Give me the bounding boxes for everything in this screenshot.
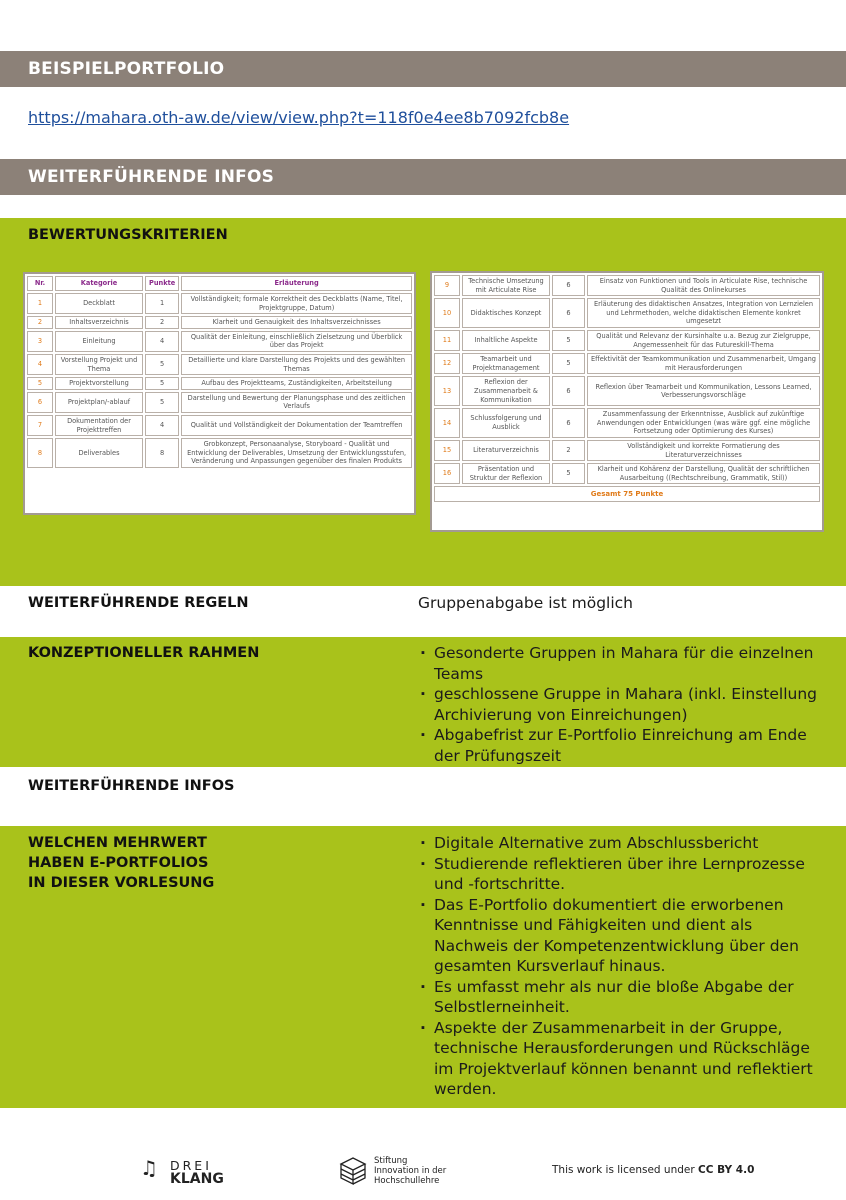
- license-text: This work is licensed under CC BY 4.0: [552, 1164, 755, 1176]
- column-header: Nr.: [27, 276, 53, 291]
- table-cell-punkte: 5: [145, 392, 179, 413]
- table-cell-nr: 13: [434, 376, 460, 406]
- table-cell-text: Vollständigkeit und korrekte Formatierung des Literaturverzeichnisses: [587, 440, 820, 461]
- table-cell-text: Darstellung und Bewertung der Planungsphase und des zeitlichen Verlaufs: [181, 392, 412, 413]
- table-cell-kategorie: Reflexion der Zusammenarbeit & Kommunikation: [462, 376, 550, 406]
- framework-label: KONZEPTIONELLER RAHMEN: [28, 645, 260, 661]
- list-item: · Es umfasst mehr als nur die bloße Abgabe der Selbstlerneinheit.: [418, 977, 828, 1018]
- table-cell-punkte: 5: [552, 330, 585, 351]
- table-cell-punkte: 5: [145, 354, 179, 375]
- column-header: Kategorie: [55, 276, 143, 291]
- table-cell-kategorie: Teamarbeit und Projektmanagement: [462, 353, 550, 374]
- table-cell-kategorie: Deckblatt: [55, 293, 143, 314]
- table-cell-kategorie: Inhaltliche Aspekte: [462, 330, 550, 351]
- table-cell-punkte: 4: [145, 331, 179, 352]
- criteria-table-left: [23, 272, 416, 515]
- table-cell-punkte: 6: [552, 298, 585, 328]
- list-item: · Gesonderte Gruppen in Mahara für die einzelnen Teams: [418, 643, 828, 684]
- table-cell-text: Klarheit und Kohärenz der Darstellung, Qualität der schriftlichen Ausarbeitung ((Rechtschreibung, Grammatik, Stil)): [587, 463, 820, 484]
- list-item: · Das E-Portfolio dokumentiert die erworbenen Kenntnisse und Fähigkeiten und dient als Nachweis der Kompetenzentwicklung über den gesamten Kursverlauf hinaus.: [418, 895, 828, 977]
- table-cell-nr: 2: [27, 316, 53, 329]
- table-cell-text: Qualität und Vollständigkeit der Dokumentation der Teamtreffen: [181, 415, 412, 436]
- table-cell-nr: 16: [434, 463, 460, 484]
- table-cell-kategorie: Einleitung: [55, 331, 143, 352]
- table-row: [434, 275, 820, 296]
- table-cell-kategorie: Dokumentation der Projekttreffen: [55, 415, 143, 436]
- table-cell-text: Klarheit und Genauigkeit des Inhaltsverzeichnisses: [181, 316, 412, 329]
- table-row: [434, 353, 820, 374]
- table-cell-nr: 12: [434, 353, 460, 374]
- table-row: [27, 438, 412, 468]
- table-cell-text: Effektivität der Teamkommunikation und Zusammenarbeit, Umgang mit Herausforderungen: [587, 353, 820, 374]
- table-row: [434, 298, 820, 328]
- list-item: · Aspekte der Zusammenarbeit in der Gruppe, technische Herausforderungen und Rückschläge im Projektverlauf können benannt und reflektiert werden.: [418, 1018, 828, 1100]
- table-cell-nr: 9: [434, 275, 460, 296]
- table-row: [27, 316, 412, 329]
- table-cell-text: Reflexion über Teamarbeit und Kommunikation, Lessons Learned, Verbesserungsvorschläge: [587, 376, 820, 406]
- criteria-label: BEWERTUNGSKRITERIEN: [28, 227, 228, 243]
- table-cell-nr: 5: [27, 377, 53, 390]
- table-cell-punkte: 2: [145, 316, 179, 329]
- table-cell-nr: 1: [27, 293, 53, 314]
- table-row: [434, 463, 820, 484]
- table-cell-punkte: 6: [552, 376, 585, 406]
- table-cell-text: Detaillierte und klare Darstellung des Projekts und des gewählten Themas: [181, 354, 412, 375]
- table-cell-kategorie: Projektplan/-ablauf: [55, 392, 143, 413]
- license-link[interactable]: CC BY 4.0: [698, 1164, 755, 1176]
- table-row: [27, 377, 412, 390]
- added-value-list: [418, 833, 828, 1100]
- table-row: [434, 330, 820, 351]
- framework-list: [418, 643, 828, 766]
- list-item: · geschlossene Gruppe in Mahara (inkl. Einstellung Archivierung von Einreichungen): [418, 684, 828, 725]
- table-cell-nr: 3: [27, 331, 53, 352]
- table-cell-nr: 6: [27, 392, 53, 413]
- table-cell-punkte: 2: [552, 440, 585, 461]
- table-row: [434, 440, 820, 461]
- criteria-table-right: [430, 271, 824, 532]
- table-cell-punkte: 1: [145, 293, 179, 314]
- table-cell-kategorie: Literaturverzeichnis: [462, 440, 550, 461]
- portfolio-link[interactable]: https://mahara.oth-aw.de/view/view.php?t=118f0e4ee8b7092fcb8e: [28, 108, 570, 127]
- table-cell-kategorie: Schlussfolgerung und Ausblick: [462, 408, 550, 438]
- table-cell-kategorie: Inhaltsverzeichnis: [55, 316, 143, 329]
- list-item: · Studierende reflektieren über ihre Lernprozesse und -fortschritte.: [418, 854, 828, 895]
- table-cell-text: Qualität und Relevanz der Kursinhalte u.a. Bezug zur Zielgruppe, Angemessenheit für das Futureskill-Thema: [587, 330, 820, 351]
- table-cell-punkte: 6: [552, 275, 585, 296]
- rules-label: WEITERFÜHRENDE REGELN: [28, 595, 249, 611]
- table-cell-kategorie: Vorstellung Projekt und Thema: [55, 354, 143, 375]
- table-cell-text: Grobkonzept, Personaanalyse, Storyboard - Qualität und Entwicklung der Deliverables, Umsetzung der Entwicklungsstufen, Veränderung und Anpassungen gegenüber des finalen Produkts: [181, 438, 412, 468]
- stacked-boxes-icon: [338, 1154, 368, 1186]
- table-cell-text: Aufbau des Projektteams, Zuständigkeiten, Arbeitsteilung: [181, 377, 412, 390]
- table-cell-nr: 11: [434, 330, 460, 351]
- table-cell-kategorie: Projektvorstellung: [55, 377, 143, 390]
- table-cell-nr: 7: [27, 415, 53, 436]
- table-row: [27, 331, 412, 352]
- table-row: [27, 354, 412, 375]
- list-item: · Digitale Alternative zum Abschlussbericht: [418, 833, 828, 854]
- table-cell-kategorie: Deliverables: [55, 438, 143, 468]
- footer: [0, 1150, 846, 1190]
- table-cell-kategorie: Präsentation und Struktur der Reflexion: [462, 463, 550, 484]
- table-cell-nr: 4: [27, 354, 53, 375]
- table-cell-punkte: 8: [145, 438, 179, 468]
- table-cell-punkte: 6: [552, 408, 585, 438]
- table-cell-kategorie: Didaktisches Konzept: [462, 298, 550, 328]
- table-cell-nr: 14: [434, 408, 460, 438]
- table-row: [27, 293, 412, 314]
- table-cell-text: Qualität der Einleitung, einschließlich Zielsetzung und Überblick über das Projekt: [181, 331, 412, 352]
- dreiklang-logo: ♫ DREI KLANG: [140, 1156, 224, 1187]
- added-value-label: WELCHEN MEHRWERT HABEN E-PORTFOLIOS IN DIESER VORLESUNG: [28, 835, 215, 891]
- music-note-icon: ♫: [140, 1156, 158, 1180]
- table-cell-punkte: 5: [552, 463, 585, 484]
- column-header: Erläuterung: [181, 276, 412, 291]
- table-cell-nr: 15: [434, 440, 460, 461]
- table-row: [27, 392, 412, 413]
- table-row: [27, 415, 412, 436]
- table-row: [434, 376, 820, 406]
- column-header: Punkte: [145, 276, 179, 291]
- table-row: [434, 408, 820, 438]
- section-header-infos: WEITERFÜHRENDE INFOS: [0, 159, 846, 195]
- table-cell-nr: 10: [434, 298, 460, 328]
- table-cell-text: Erläuterung des didaktischen Ansatzes, Integration von Lernzielen und Lehrmethoden, welche didaktischen Elemente konkret umgesetzt: [587, 298, 820, 328]
- table-cell-punkte: 4: [145, 415, 179, 436]
- table-cell-nr: 8: [27, 438, 53, 468]
- section-header-portfolio: BEISPIELPORTFOLIO: [0, 51, 846, 87]
- table-cell-text: Einsatz von Funktionen und Tools in Articulate Rise, technische Qualität des Onlinekurses: [587, 275, 820, 296]
- table-cell-punkte: 5: [145, 377, 179, 390]
- table-cell-text: Zusammenfassung der Erkenntnisse, Ausblick auf zukünftige Anwendungen oder Entwicklungen (was wäre ggf. eine mögliche Fortsetzung oder Optimierung des Kurses): [587, 408, 820, 438]
- table-cell-text: Vollständigkeit; formale Korrektheit des Deckblatts (Name, Titel, Projektgruppe, Datum): [181, 293, 412, 314]
- criteria-total: Gesamt 75 Punkte: [434, 486, 820, 502]
- infos2-label: WEITERFÜHRENDE INFOS: [28, 778, 235, 794]
- list-item: · Abgabefrist zur E-Portfolio Einreichung am Ende der Prüfungszeit: [418, 725, 828, 766]
- table-cell-punkte: 5: [552, 353, 585, 374]
- rules-value: Gruppenabgabe ist möglich: [418, 594, 633, 612]
- stiftung-logo: Stiftung Innovation in der Hochschullehre: [338, 1154, 458, 1188]
- table-cell-kategorie: Technische Umsetzung mit Articulate Rise: [462, 275, 550, 296]
